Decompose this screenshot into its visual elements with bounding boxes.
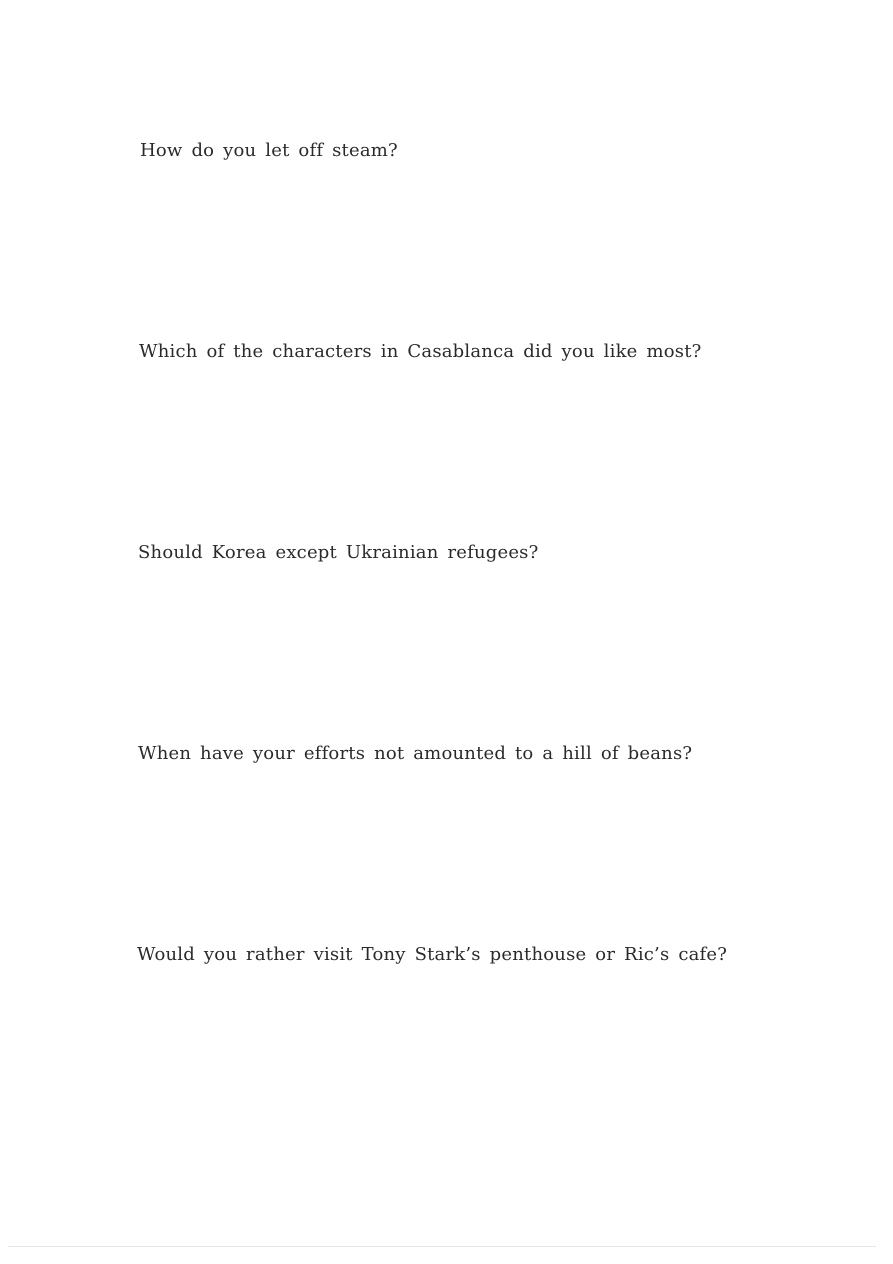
question-1: How do you let off steam? xyxy=(140,140,398,161)
question-4: When have your efforts not amounted to a hill of beans? xyxy=(138,743,693,764)
scan-edge-divider xyxy=(8,1246,876,1247)
question-2: Which of the characters in Casablanca did you like most? xyxy=(139,341,702,362)
question-5: Would you rather visit Tony Stark’s penthouse or Ric’s cafe? xyxy=(137,944,728,965)
question-3: Should Korea except Ukrainian refugees? xyxy=(138,542,539,563)
